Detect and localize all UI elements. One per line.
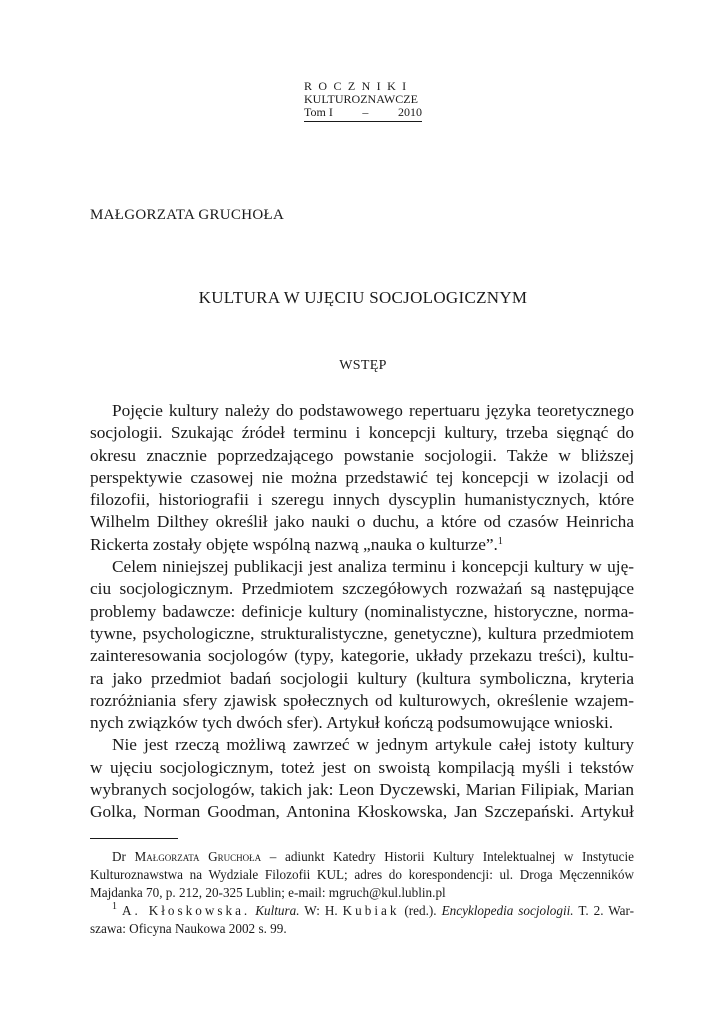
body-line: w ujęciu socjologicznym, toteż jest on swoistą kompilacją myśli i tekstów [90, 757, 634, 777]
body-line-text: Rickerta zostały objęte wspólną nazwą „nauka o kulturze”. [90, 534, 498, 554]
body-line [90, 534, 634, 556]
footnote-ref: 1 [497, 535, 503, 547]
body-line: ra jako przedmiot badań socjologii kultury (kultura symboliczna, kryteria [90, 668, 634, 688]
body-line: socjologii. Szukając źródeł terminu i koncepcji kultury, trzeba sięgnąć do [90, 423, 634, 443]
journal-year: 2010 [397, 105, 422, 119]
affiliation-prefix: Dr [112, 849, 126, 864]
citation-ed: (red.). [404, 903, 437, 918]
journal-issue [304, 106, 422, 122]
body-line: Wilhelm Dilthey określił jako nauki o duchu, a które od czasów Heinricha [90, 512, 634, 532]
author-name: MAŁGORZATA GRUCHOŁA [90, 207, 285, 223]
body-line: Golka, Norman Goodman, Antonina Kłoskowska, Jan Szczepański. Artykuł [90, 802, 634, 822]
citation-work: Kultura. [255, 903, 300, 918]
journal-volume: Tom I [304, 105, 333, 119]
body-line: Nie jest rzeczą możliwą zawrzeć w jednym artykule całej istoty kultury [112, 735, 634, 755]
article-title: KULTURA W UJĘCIU SOCJOLOGICZNYM [198, 288, 528, 307]
footnote-line [90, 848, 634, 866]
citation-in: W: H. [304, 903, 338, 918]
body-line: wybranych socjologów, takich jak: Leon Dyczewski, Marian Filipiak, Marian [90, 780, 634, 800]
body-line: okresu znacznie poprzedzającego powstanie socjologii. Także w bliższej [90, 445, 634, 465]
footnote-line: szawa: Oficyna Naukowa 2002 s. 99. [90, 921, 287, 936]
journal-subtitle: KULTUROZNAWCZE [304, 92, 418, 106]
body-line: perspektywie czasowej nie można przedstawić tej koncepcji w izolacji od [90, 467, 634, 487]
body-line: Pojęcie kultury należy do podstawowego repertuaru języka teoretycznego [112, 401, 634, 420]
affiliation-author: Małgorzata Gruchoła [134, 849, 262, 864]
footnote-divider [90, 838, 178, 839]
journal-header [304, 80, 422, 122]
section-heading: WSTĘP [339, 358, 387, 373]
citation-author: A. Kłoskowska. [121, 903, 251, 918]
article-body [90, 400, 634, 824]
footnote-line [90, 902, 634, 920]
footnote-line: Kulturoznawstwa na Wydziale Filozofii KUL; adres do korespondencji: ul. Droga Męczenników [90, 867, 634, 882]
footnotes [90, 848, 634, 938]
journal-name: ROCZNIKI [304, 79, 413, 93]
body-line: rozróżniania sfery zjawisk społecznych od kulturowych, określenie wzajem- [90, 690, 634, 710]
body-line: problemy badawcze: definicje kultury (nominalistyczne, historyczne, norma- [90, 601, 634, 621]
body-line: filozofii, historiografii i szeregu innych dyscyplin humanistycznych, które [90, 490, 634, 510]
body-line: Celem niniejszej publikacji jest analiza terminu i koncepcji kultury w uję- [112, 557, 634, 577]
citation-encyclopedia: Encyklopedia socjologii. [441, 903, 574, 918]
body-line: zainteresowania socjologów (typy, kategorie, układy przekazu treści), kultu- [90, 646, 634, 666]
body-line: ciu socjologicznym. Przedmiotem szczegółowych rozważań są następujące [90, 579, 634, 599]
footnote-line: Majdanka 70, p. 212, 20-325 Lublin; e-mail: mgruch@kul.lublin.pl [90, 885, 446, 900]
body-line: tywne, psychologiczne, strukturalistyczne, genetyczne), kultura przedmiotem [90, 623, 634, 643]
affiliation-text: – adiunkt Katedry Historii Kultury Intelektualnej w Instytucie [269, 849, 634, 864]
journal-dash: – [362, 105, 369, 119]
citation-editor: Kubiak [342, 903, 400, 918]
footnote-number: 1 [112, 901, 117, 912]
body-line: nych związków tych dwóch sfer). Artykuł kończą podsumowujące wnioski. [90, 713, 614, 733]
citation-rest: T. 2. War- [578, 903, 635, 918]
